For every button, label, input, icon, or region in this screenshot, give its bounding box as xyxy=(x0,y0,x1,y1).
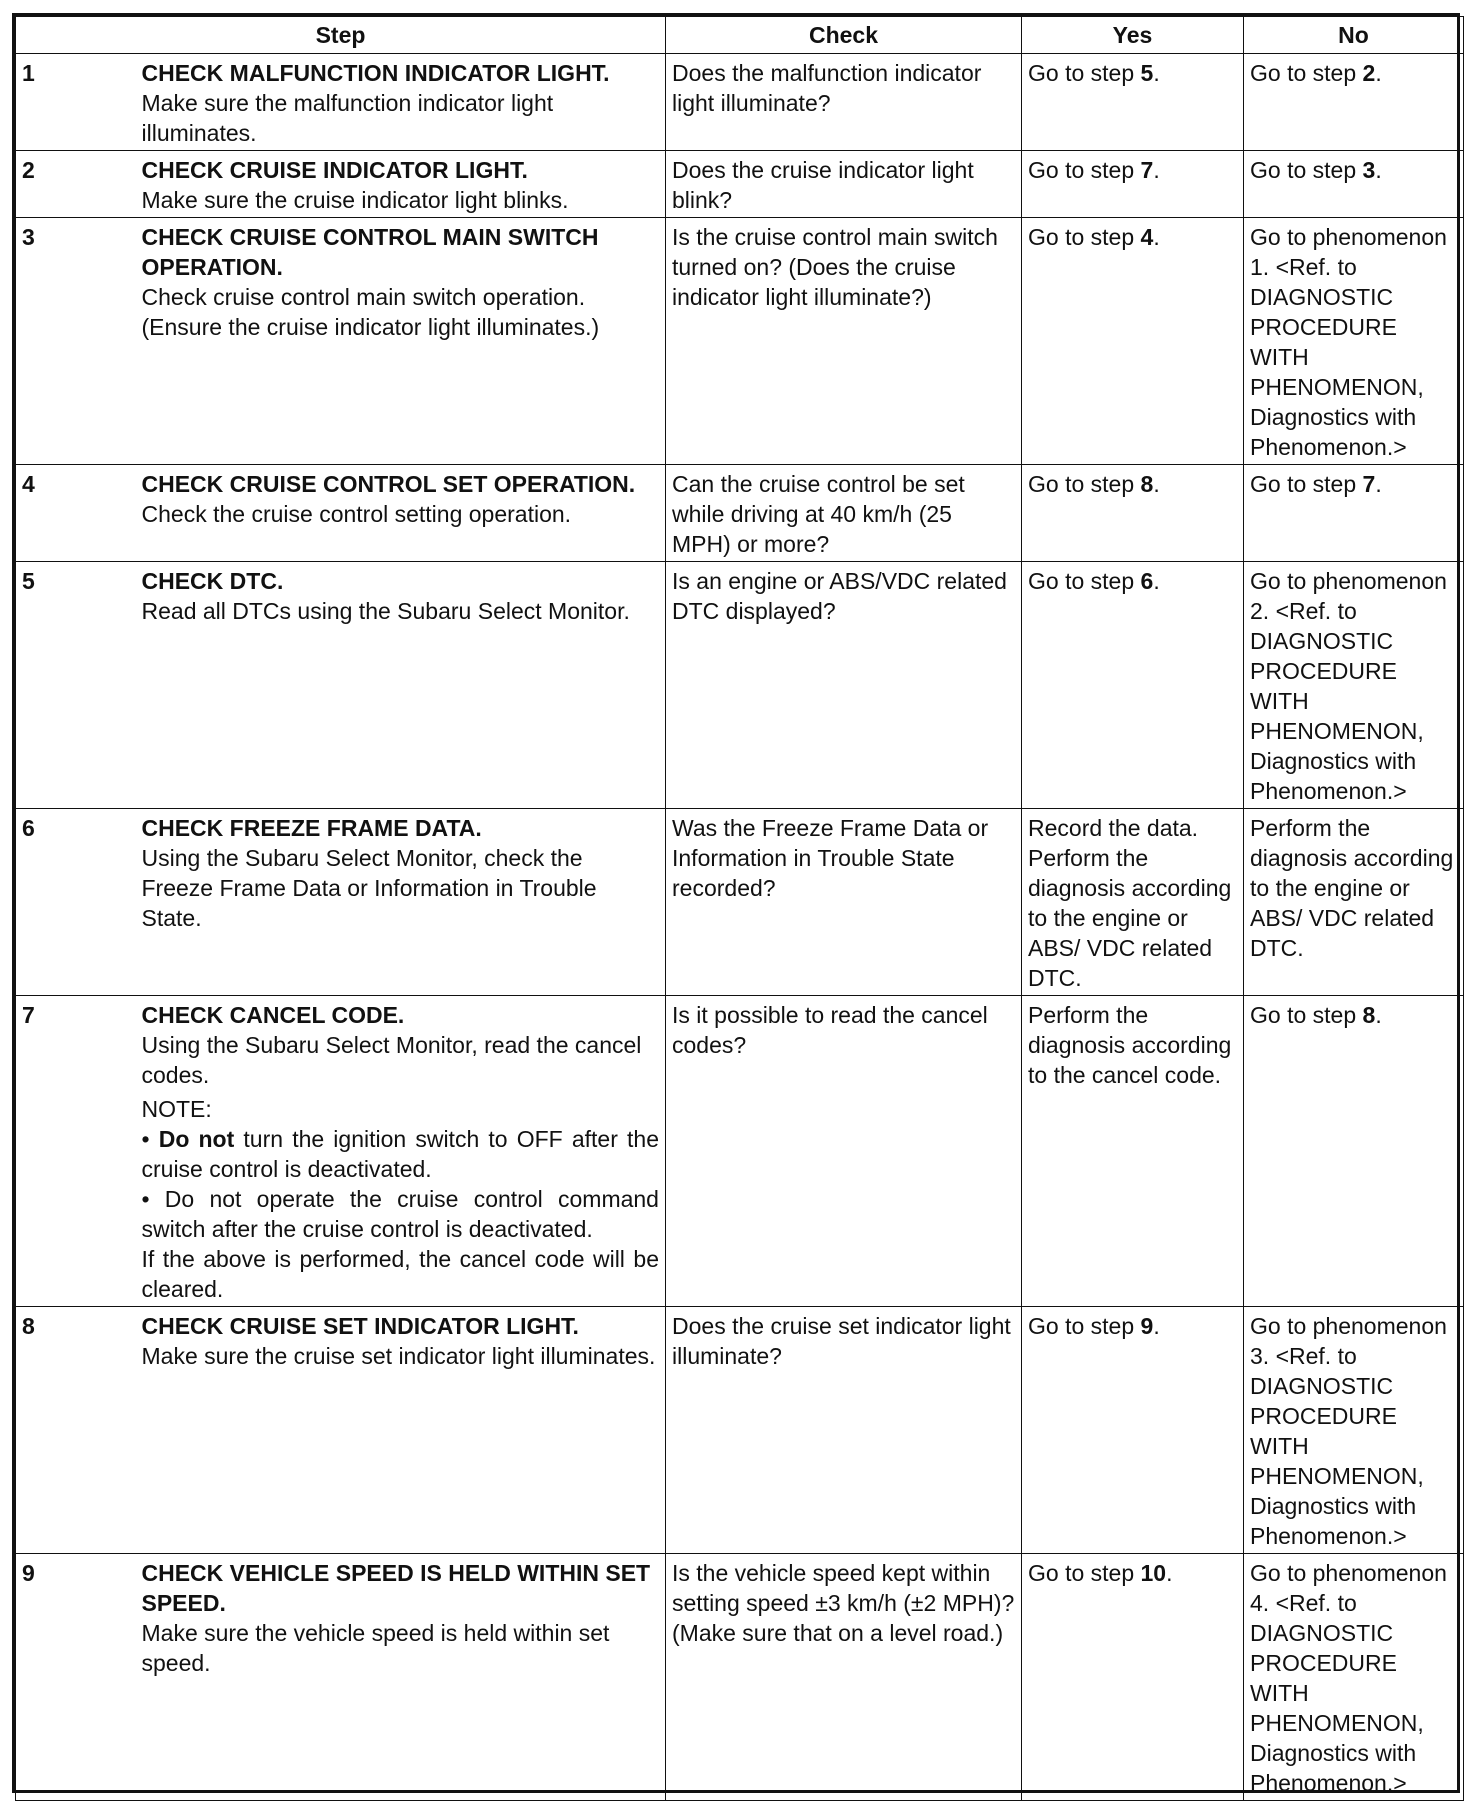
note-text: turn the ignition switch to OFF after the cruise control is deactivated. xyxy=(141,1126,659,1182)
step-cell xyxy=(136,465,666,562)
step-description: Check cruise control main switch operation. (Ensure the cruise indicator light illuminates.) xyxy=(141,284,600,340)
step-cell xyxy=(136,218,666,465)
step-title: CHECK CANCEL CODE. xyxy=(141,1002,405,1028)
step-title: CHECK CRUISE SET INDICATOR LIGHT. xyxy=(141,1313,579,1339)
yes-suffix: . xyxy=(1153,157,1160,183)
step-number: 2 xyxy=(16,151,136,218)
yes-suffix: . xyxy=(1153,568,1160,594)
step-title: CHECK DTC. xyxy=(141,568,284,594)
check-cell: Is the vehicle speed kept within setting speed ±3 km/h (±2 MPH)? (Make sure that on a level road.) xyxy=(666,1554,1022,1801)
step-title: CHECK CRUISE CONTROL SET OPERATION. xyxy=(141,471,636,497)
yes-cell xyxy=(1022,562,1244,809)
step-number: 1 xyxy=(16,54,136,151)
yes-prefix: Go to step xyxy=(1028,60,1141,86)
yes-step-ref: 9 xyxy=(1140,1313,1154,1339)
no-prefix: Go to step xyxy=(1250,471,1363,497)
yes-prefix: Go to step xyxy=(1028,1313,1141,1339)
step-description: Check the cruise control setting operation. xyxy=(141,501,572,527)
bullet-icon: • xyxy=(141,1126,159,1152)
table-row xyxy=(16,809,1464,996)
no-cell xyxy=(1244,996,1464,1307)
note-emphasis: Do not xyxy=(158,1126,235,1152)
table-row xyxy=(16,1307,1464,1554)
check-cell: Is the cruise control main switch turned on? (Does the cruise indicator light illuminate?) xyxy=(666,218,1022,465)
step-description: Make sure the malfunction indicator light illuminates. xyxy=(141,90,554,146)
step-title: CHECK MALFUNCTION INDICATOR LIGHT. xyxy=(141,60,610,86)
step-number: 3 xyxy=(16,218,136,465)
step-cell xyxy=(136,809,666,996)
yes-step-ref: 4 xyxy=(1140,224,1154,250)
yes-cell xyxy=(1022,465,1244,562)
yes-prefix: Go to step xyxy=(1028,224,1141,250)
no-cell: Go to phenomenon 3. <Ref. to DIAGNOSTIC PROCEDURE WITH PHENOMENON, Diagnostics with Phenomenon.> xyxy=(1244,1307,1464,1554)
step-cell xyxy=(136,54,666,151)
diagnostic-procedure-table xyxy=(15,16,1464,1801)
note-item-1 xyxy=(142,1124,660,1184)
table-row xyxy=(16,996,1464,1307)
step-title: CHECK CRUISE INDICATOR LIGHT. xyxy=(141,157,528,183)
header-yes: Yes xyxy=(1022,17,1244,54)
step-number: 4 xyxy=(16,465,136,562)
yes-step-ref: 6 xyxy=(1140,568,1154,594)
diagnostic-table-frame xyxy=(12,13,1460,1796)
check-cell: Was the Freeze Frame Data or Information in Trouble State recorded? xyxy=(666,809,1022,996)
no-cell xyxy=(1244,151,1464,218)
step-description: Make sure the cruise indicator light blinks. xyxy=(141,187,569,213)
yes-suffix: . xyxy=(1166,1560,1173,1586)
no-step-ref: 3 xyxy=(1362,157,1376,183)
header-step: Step xyxy=(16,17,666,54)
table-row xyxy=(16,1554,1464,1801)
yes-cell xyxy=(1022,1307,1244,1554)
check-cell: Does the malfunction indicator light illuminate? xyxy=(666,54,1022,151)
no-suffix: . xyxy=(1375,1002,1382,1028)
no-suffix: . xyxy=(1375,471,1382,497)
yes-step-ref: 8 xyxy=(1140,471,1154,497)
yes-cell xyxy=(1022,54,1244,151)
check-cell: Does the cruise set indicator light illuminate? xyxy=(666,1307,1022,1554)
yes-step-ref: 7 xyxy=(1140,157,1154,183)
step-cell xyxy=(136,562,666,809)
no-prefix: Go to step xyxy=(1250,60,1363,86)
header-no: No xyxy=(1244,17,1464,54)
table-header-row xyxy=(16,17,1464,54)
yes-cell xyxy=(1022,1554,1244,1801)
step-title: CHECK VEHICLE SPEED IS HELD WITHIN SET SPEED. xyxy=(141,1560,651,1616)
yes-step-ref: 10 xyxy=(1140,1560,1167,1586)
yes-prefix: Go to step xyxy=(1028,568,1141,594)
header-check: Check xyxy=(666,17,1022,54)
no-cell: Go to phenomenon 2. <Ref. to DIAGNOSTIC PROCEDURE WITH PHENOMENON, Diagnostics with Phenomenon.> xyxy=(1244,562,1464,809)
step-cell xyxy=(136,996,666,1307)
yes-cell: Perform the diagnosis according to the cancel code. xyxy=(1022,996,1244,1307)
step-number: 5 xyxy=(16,562,136,809)
step-title: CHECK CRUISE CONTROL MAIN SWITCH OPERATION. xyxy=(141,224,599,280)
no-cell: Go to phenomenon 4. <Ref. to DIAGNOSTIC PROCEDURE WITH PHENOMENON, Diagnostics with Phenomenon.> xyxy=(1244,1554,1464,1801)
yes-cell xyxy=(1022,218,1244,465)
yes-suffix: . xyxy=(1153,60,1160,86)
check-cell: Does the cruise indicator light blink? xyxy=(666,151,1022,218)
no-step-ref: 2 xyxy=(1362,60,1376,86)
yes-prefix: Go to step xyxy=(1028,1560,1141,1586)
table-row xyxy=(16,54,1464,151)
no-suffix: . xyxy=(1375,157,1382,183)
step-number: 9 xyxy=(16,1554,136,1801)
yes-suffix: . xyxy=(1153,224,1160,250)
step-cell xyxy=(136,1307,666,1554)
check-cell: Is it possible to read the cancel codes? xyxy=(666,996,1022,1307)
step-description: Using the Subaru Select Monitor, read the cancel codes. xyxy=(141,1032,642,1088)
table-row xyxy=(16,465,1464,562)
no-step-ref: 7 xyxy=(1362,471,1376,497)
no-cell: Go to phenomenon 1. <Ref. to DIAGNOSTIC PROCEDURE WITH PHENOMENON, Diagnostics with Phenomenon.> xyxy=(1244,218,1464,465)
table-row xyxy=(16,218,1464,465)
no-cell xyxy=(1244,465,1464,562)
step-number: 6 xyxy=(16,809,136,996)
step-description: Using the Subaru Select Monitor, check the Freeze Frame Data or Information in Trouble State. xyxy=(141,845,597,931)
check-cell: Is an engine or ABS/VDC related DTC displayed? xyxy=(666,562,1022,809)
step-number: 7 xyxy=(16,996,136,1307)
step-description: Make sure the cruise set indicator light illuminates. xyxy=(141,1343,656,1369)
step-number: 8 xyxy=(16,1307,136,1554)
yes-prefix: Go to step xyxy=(1028,157,1141,183)
yes-suffix: . xyxy=(1153,471,1160,497)
note-block xyxy=(142,1094,660,1304)
step-title: CHECK FREEZE FRAME DATA. xyxy=(141,815,482,841)
yes-suffix: . xyxy=(1153,1313,1160,1339)
note-label: NOTE: xyxy=(141,1096,212,1122)
table-row xyxy=(16,562,1464,809)
step-cell xyxy=(136,1554,666,1801)
no-cell: Perform the diagnosis according to the engine or ABS/ VDC related DTC. xyxy=(1244,809,1464,996)
check-cell: Can the cruise control be set while driving at 40 km/h (25 MPH) or more? xyxy=(666,465,1022,562)
table-row xyxy=(16,151,1464,218)
no-step-ref: 8 xyxy=(1362,1002,1376,1028)
step-cell xyxy=(136,151,666,218)
yes-cell xyxy=(1022,151,1244,218)
bullet-icon: • xyxy=(141,1186,165,1212)
step-description: Make sure the vehicle speed is held within set speed. xyxy=(141,1620,610,1676)
no-prefix: Go to step xyxy=(1250,157,1363,183)
no-suffix: . xyxy=(1375,60,1382,86)
yes-cell: Record the data. Perform the diagnosis according to the engine or ABS/ VDC related DTC. xyxy=(1022,809,1244,996)
yes-step-ref: 5 xyxy=(1140,60,1154,86)
note-item-3: If the above is performed, the cancel code will be cleared. xyxy=(141,1246,659,1302)
step-description: Read all DTCs using the Subaru Select Monitor. xyxy=(141,598,630,624)
no-cell xyxy=(1244,54,1464,151)
note-item-2 xyxy=(142,1184,660,1244)
yes-prefix: Go to step xyxy=(1028,471,1141,497)
note-text: Do not operate the cruise control command switch after the cruise control is deactivated. xyxy=(141,1186,659,1242)
no-prefix: Go to step xyxy=(1250,1002,1363,1028)
